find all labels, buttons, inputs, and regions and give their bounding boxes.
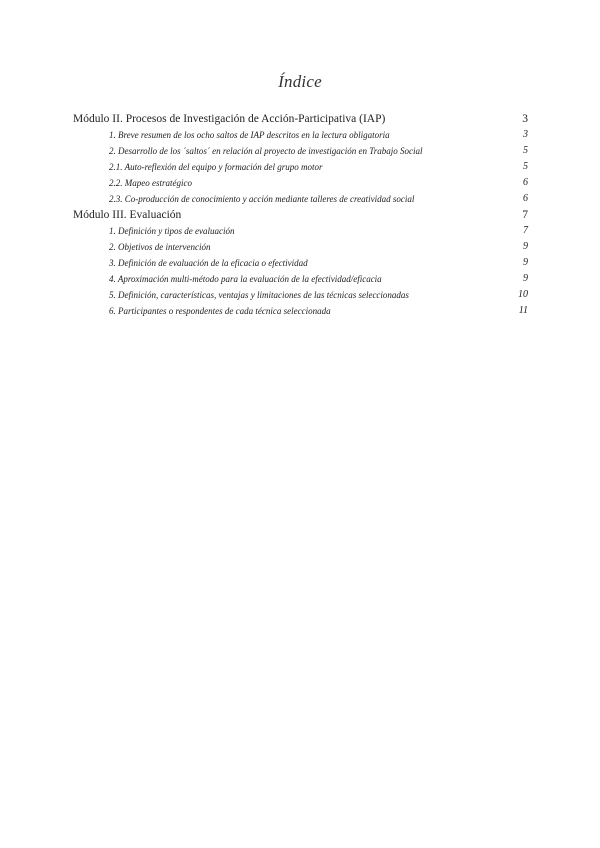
toc-entry-page-number: 3 <box>522 113 528 125</box>
toc-entry-page-number: 7 <box>522 209 528 221</box>
toc-entry-title: 1. Definición y tipos de evaluación <box>109 226 235 236</box>
toc-entry-page-number: 9 <box>523 241 528 252</box>
toc-entry-participantes[interactable] <box>73 303 528 319</box>
toc-entry-desarrollo-saltos[interactable] <box>73 143 528 159</box>
toc-entry-auto-reflexion[interactable] <box>73 159 528 175</box>
toc-entry-definicion-evaluacion[interactable] <box>73 223 528 239</box>
toc-entry-title: 5. Definición, características, ventajas y limitaciones de las técnicas seleccionadas <box>109 290 409 300</box>
toc-entry-objetivos[interactable] <box>73 239 528 255</box>
toc-entry-modulo-ii[interactable] <box>73 111 528 127</box>
toc-entry-title: Módulo III. Evaluación <box>73 209 182 221</box>
toc-entry-multi-metodo[interactable] <box>73 271 528 287</box>
toc-entry-page-number: 6 <box>523 177 528 188</box>
toc-entry-resumen-saltos[interactable] <box>73 127 528 143</box>
toc-entry-title: 4. Aproximación multi-método para la evaluación de la efectividad/eficacia <box>109 274 382 284</box>
toc-entry-title: 3. Definición de evaluación de la eficacia o efectividad <box>109 258 308 268</box>
toc-entry-title: 2. Desarrollo de los ´saltos´ en relación al proyecto de investigación en Trabajo Social <box>109 146 423 156</box>
toc-entry-title: 2.3. Co-producción de conocimiento y acción mediante talleres de creatividad social <box>109 194 415 204</box>
toc-entry-title: 2. Objetivos de intervención <box>109 242 211 252</box>
toc-entry-co-produccion[interactable] <box>73 191 528 207</box>
toc-entry-title: 1. Breve resumen de los ocho saltos de IAP descritos en la lectura obligatoria <box>109 130 390 140</box>
toc-entry-page-number: 5 <box>523 161 528 172</box>
toc-entry-page-number: 9 <box>523 273 528 284</box>
toc-entry-page-number: 11 <box>518 305 528 316</box>
toc-entry-page-number: 3 <box>523 129 528 140</box>
toc-entry-title: Módulo II. Procesos de Investigación de Acción-Participativa (IAP) <box>73 113 386 125</box>
toc-entry-title: 2.1. Auto-reflexión del equipo y formación del grupo motor <box>109 162 323 172</box>
toc-entry-page-number: 5 <box>523 145 528 156</box>
toc-entry-title: 6. Participantes o respondentes de cada técnica seleccionada <box>109 306 331 316</box>
toc-entry-page-number: 10 <box>518 289 528 300</box>
toc-entry-title: 2.2. Mapeo estratégico <box>109 178 192 188</box>
toc-entry-tecnicas[interactable] <box>73 287 528 303</box>
toc-entry-page-number: 7 <box>523 225 528 236</box>
toc-entry-page-number: 9 <box>523 257 528 268</box>
toc-entry-page-number: 6 <box>523 193 528 204</box>
toc-entry-mapeo-estrategico[interactable] <box>73 175 528 191</box>
table-of-contents <box>73 111 528 319</box>
toc-entry-modulo-iii[interactable] <box>73 207 528 223</box>
page-title: Índice <box>278 72 322 91</box>
toc-entry-eficacia[interactable] <box>73 255 528 271</box>
